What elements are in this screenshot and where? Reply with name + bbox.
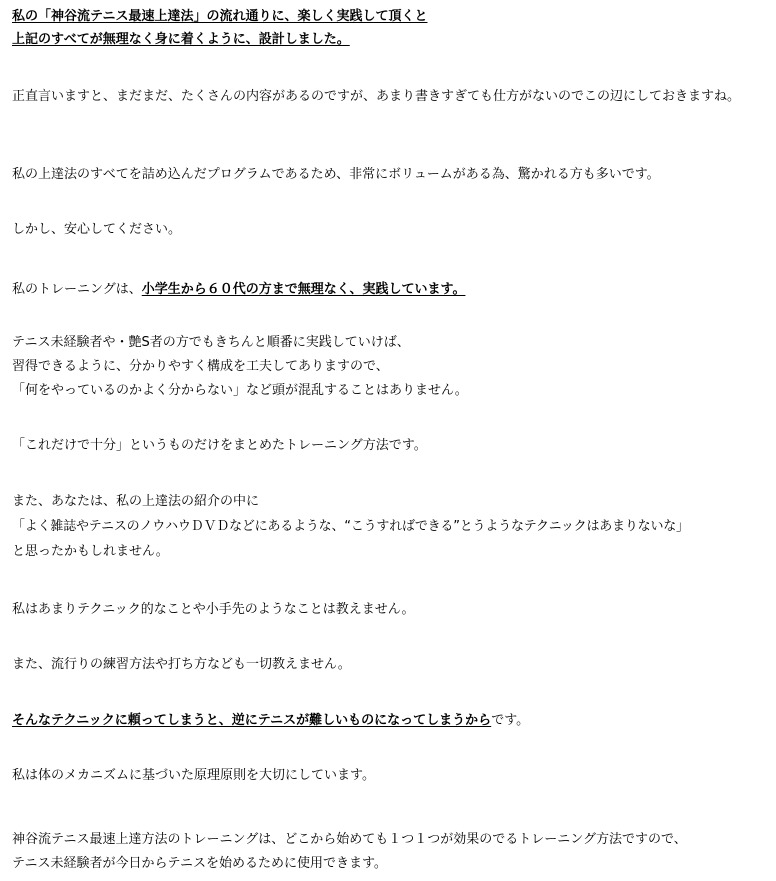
reason-suffix: です。 [491, 713, 530, 728]
relax-paragraph: しかし、安心してください。 [12, 222, 182, 237]
honest-paragraph: 正直言いますと、まだまだ、たくさんの内容があるのですが、あまり書きすぎても仕方がないのでこの辺にしておきますね。 [12, 89, 741, 104]
intro-line-2: 上記のすべてが無理なく身に着くように、設計しました。 [12, 32, 350, 47]
training-paragraph [12, 279, 465, 300]
beginner-line-3: 「何をやっているのかよく分からない」など頭が混乱することはありません。 [12, 383, 468, 398]
beginner-line-2: 習得できるように、分かりやすく構成を工夫してありますので、 [12, 359, 389, 374]
reason-paragraph [12, 710, 529, 731]
training-emphasis: 小学生から６０代の方まで無理なく、実践しています。 [141, 282, 466, 297]
thought-line-1: また、あなたは、私の上達法の紹介の中に [12, 494, 260, 509]
reason-emphasis: そんなテクニックに頼ってしまうと、逆にテニスが難しいものになってしまうから [12, 713, 492, 728]
technique-paragraph: 私はあまりテクニック的なことや小手先のようなことは教えません。 [12, 602, 415, 617]
trend-paragraph: また、流行りの練習方法や打ち方なども一切教えません。 [12, 657, 351, 672]
thought-line-3: と思ったかもしれません。 [12, 544, 169, 559]
final-line-1: 神谷流テニス最速上達方法のトレーニングは、どこから始めても１つ１つが効果のでるトレーニング方法ですので、 [12, 832, 687, 847]
intro-line-1: 私の「神谷流テニス最速上達法」の流れ通りに、楽しく実践して頂くと [12, 9, 428, 24]
volume-paragraph: 私の上達法のすべてを詰め込んだプログラムであるため、非常にボリュームがある為、驚かれる方も多いです。 [12, 167, 660, 182]
final-line-2: テニス未経験者が今日からテニスを始めるために使用できます。 [12, 856, 387, 871]
training-prefix: 私のトレーニングは、 [12, 282, 142, 297]
thought-line-2: 「よく雑誌やテニスのノウハウＤＶＤなどにあるような、“こうすればできる”とうようなテクニックはあまりないな」 [12, 519, 689, 534]
enough-paragraph: 「これだけで十分」というものだけをまとめたトレーニング方法です。 [12, 438, 427, 453]
mechanism-paragraph: 私は体のメカニズムに基づいた原理原則を大切にしています。 [12, 768, 375, 783]
beginner-line-1: テニス未経験者や・艶S者の方でもきちんと順番に実践していけば、 [12, 335, 410, 350]
